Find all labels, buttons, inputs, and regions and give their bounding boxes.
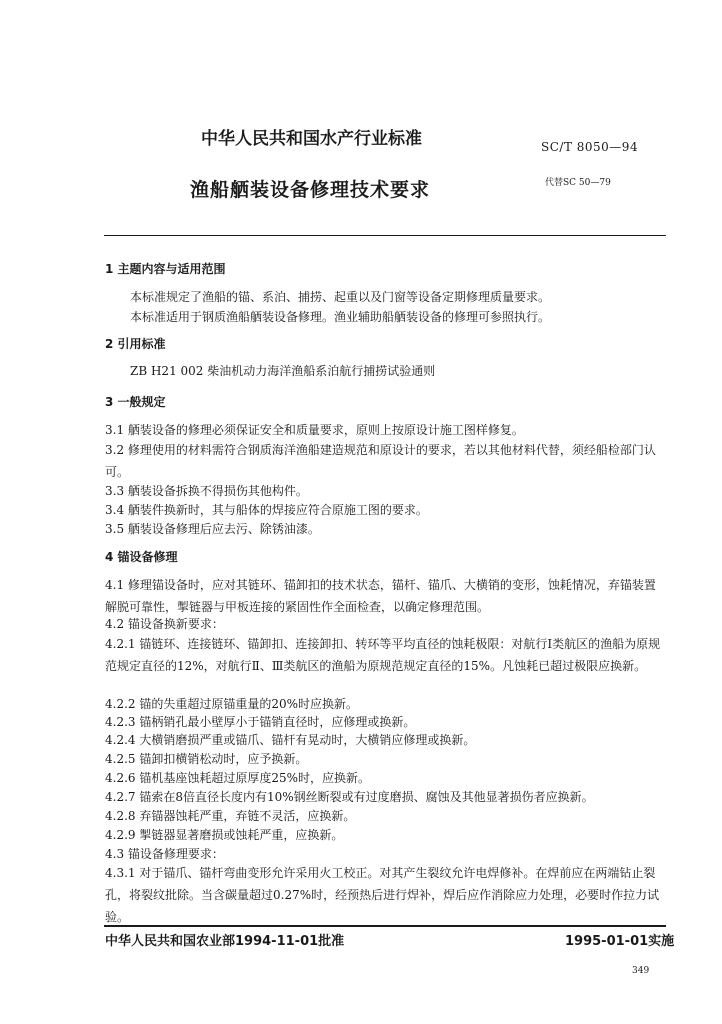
- clause-4-3-1: 4.3.1 对于锚爪、锚杆弯曲变形允许采用火工校正。对其产生裂纹允许电焊修补。在焊前应在两端钻止裂孔，将裂纹批除。当含碳量超过0.27%时，经预热后进行焊补，焊后应作消除应力处理，必要时作拉力试验。: [105, 866, 660, 924]
- approval-line: 中华人民共和国农业部1994-11-01批准: [105, 934, 345, 949]
- clause-4-2-6: 4.2.6 锚机基座蚀耗超过原厚度25%时，应换新。: [105, 771, 371, 785]
- clause-4-2-8: 4.2.8 弃锚器蚀耗严重，弃链不灵活，应换新。: [105, 809, 356, 823]
- standard-number: SC/T 8050—94: [541, 140, 639, 154]
- clause-4-2-3: 4.2.3 锚柄销孔最小壁厚小于锚销直径时，应修理或换新。: [105, 715, 416, 729]
- replaces-note: 代替SC 50—79: [545, 178, 611, 188]
- clause-4-3: 4.3 锚设备修理要求：: [105, 847, 224, 861]
- section-3-heading: 3 一般规定: [105, 395, 166, 409]
- clause-4-2-1: 4.2.1 锚链环、连接链环、锚卸扣、连接卸扣、转环等平均直径的蚀耗极限：对航行Ⅰ类航区的渔船为原规范规定直径的12%，对航行Ⅱ、Ⅲ类航区的渔船为原规范规定直径的15%。凡蚀耗已超过极限应换新。: [105, 637, 661, 673]
- section-1-paragraph-2: 本标准适用于钢质渔船舾装设备修理。渔业辅助船舾装设备的修理可参照执行。: [130, 310, 551, 324]
- clause-3-4: 3.4 舾装件换新时，其与船体的焊接应符合原施工图的要求。: [105, 503, 428, 517]
- document-title: 渔船舾装设备修理技术要求: [190, 179, 431, 201]
- clause-4-2: 4.2 锚设备换新要求：: [105, 617, 224, 631]
- reference-standard: ZB H21 002 柴油机动力海洋渔船系泊航行捕捞试验通则: [130, 364, 436, 378]
- header-rule: [104, 235, 666, 236]
- clause-4-2-4: 4.2.4 大横销磨损严重或锚爪、锚杆有晃动时，大横销应修理或换新。: [105, 733, 476, 747]
- clause-3-5: 3.5 舾装设备修理后应去污、除锈油漆。: [105, 522, 320, 536]
- clause-4-1: 4.1 修理锚设备时，应对其链环、锚卸扣的技术状态，锚杆、锚爪、大横销的变形，蚀耗情况，弃锚装置解脱可靠性，掣链器与甲板连接的紧固性作全面检查，以确定修理范围。: [105, 578, 656, 614]
- section-4-heading: 4 锚设备修理: [105, 550, 178, 564]
- clause-3-3: 3.3 舾装设备拆换不得损伤其他构件。: [105, 484, 308, 498]
- org-title: 中华人民共和国水产行业标准: [201, 129, 422, 149]
- footer-rule: [104, 925, 666, 927]
- section-2-heading: 2 引用标准: [105, 337, 166, 351]
- clause-4-2-2: 4.2.2 锚的失重超过原锚重量的20%时应换新。: [105, 697, 359, 711]
- section-1-heading: 1 主题内容与适用范围: [105, 262, 226, 276]
- clause-4-2-9: 4.2.9 掣链器显著磨损或蚀耗严重，应换新。: [105, 828, 344, 842]
- page-number: 349: [632, 966, 650, 976]
- clause-3-1: 3.1 舾装设备的修理必须保证安全和质量要求，原则上按原设计施工图样修复。: [105, 423, 524, 437]
- clause-3-2: 3.2 修理使用的材料需符合钢质海洋渔船建造规范和原设计的要求，若以其他材料代替，须经船检部门认可。: [105, 443, 656, 479]
- clause-4-2-7: 4.2.7 锚索在8倍直径长度内有10%钢丝断裂或有过度磨损、腐蚀及其他显著损伤者应换新。: [105, 790, 594, 804]
- clause-4-2-5: 4.2.5 锚卸扣横销松动时，应予换新。: [105, 752, 308, 766]
- section-1-paragraph-1: 本标准规定了渔船的锚、系泊、捕捞、起重以及门窗等设备定期修理质量要求。: [130, 290, 551, 304]
- effective-date: 1995-01-01实施: [565, 934, 675, 949]
